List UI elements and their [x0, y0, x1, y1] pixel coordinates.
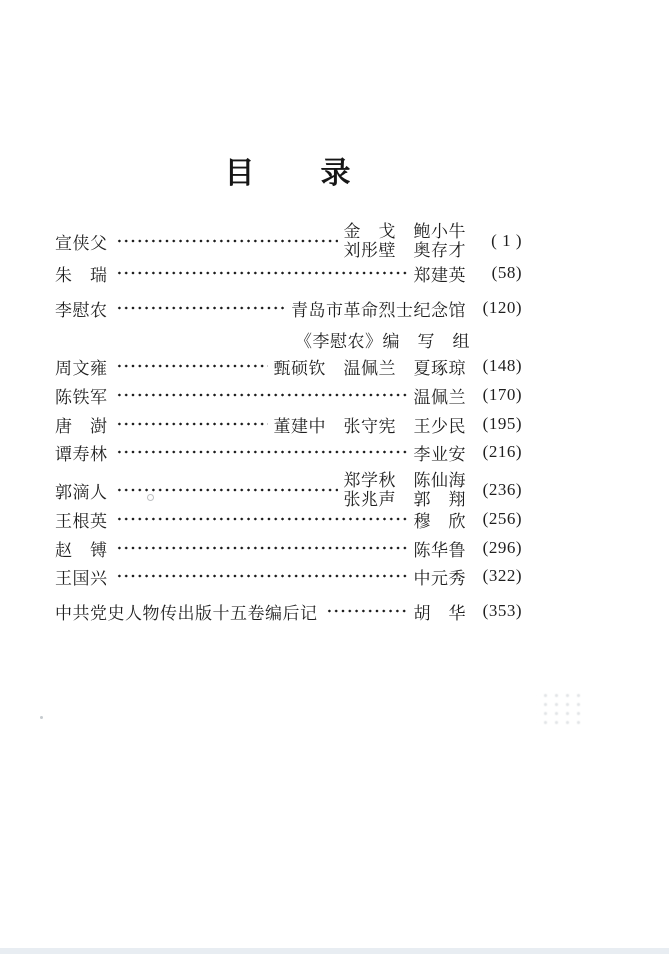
leader-dots	[116, 386, 408, 404]
entry-page-number: (353)	[482, 601, 522, 620]
entry-page-number: (256)	[482, 509, 522, 528]
entry-authors-line: 张兆声 郭 翔	[343, 490, 466, 509]
leader-dots	[116, 415, 268, 433]
scan-smudge-artifact	[536, 694, 584, 728]
leader-dots	[116, 232, 338, 250]
entry-authors-line: 刘彤壁 奥存才	[343, 241, 466, 260]
page-title: 目 录	[224, 157, 353, 190]
entry-title: 谭寿林	[55, 444, 108, 464]
entry-title: 唐 澍	[55, 416, 108, 436]
entry-authors: 温佩兰	[413, 387, 466, 407]
entry-authors: 青岛市革命烈士纪念馆	[291, 300, 466, 320]
leader-dots	[116, 539, 408, 557]
entry-page-number: (322)	[482, 566, 522, 585]
entry-page-number: (58)	[491, 263, 522, 282]
toc-entry	[55, 414, 522, 436]
toc-entry	[55, 509, 522, 531]
toc-entry	[55, 442, 522, 464]
leader-dots	[326, 602, 408, 620]
toc-entry	[55, 538, 522, 560]
leader-dots	[116, 567, 408, 585]
entry-authors-line: 郑学秋 陈仙海	[343, 471, 466, 490]
entry-title: 朱 瑞	[55, 265, 108, 285]
entry-authors	[344, 471, 467, 509]
entry-title: 陈铁军	[55, 387, 108, 407]
entry-authors: 穆 欣	[413, 511, 466, 531]
toc-entry	[55, 566, 522, 588]
leader-dots	[116, 357, 268, 375]
toc-entry	[55, 298, 522, 320]
entry-authors: 李业安	[413, 444, 466, 464]
entry-page-number: (195)	[482, 414, 522, 433]
entry-page-number: (236)	[482, 480, 522, 499]
leader-dots	[116, 510, 408, 528]
leader-dots	[116, 264, 408, 282]
entry-authors-subline: 《李慰农》编 写 组	[295, 332, 470, 351]
entry-title: 王根英	[55, 511, 108, 531]
entry-authors: 陈华鲁	[413, 540, 466, 560]
toc-entry	[55, 601, 522, 623]
entry-authors: 董建中 张守宪 王少民	[273, 416, 466, 436]
entry-authors: 郑建英	[413, 265, 466, 285]
leader-dots	[116, 299, 286, 317]
entry-page-number: (296)	[482, 538, 522, 557]
entry-authors: 中元秀	[413, 568, 466, 588]
leader-dots	[116, 443, 408, 461]
scan-dot-artifact	[40, 716, 43, 719]
scan-bottom-edge	[0, 948, 669, 954]
entry-title: 郭滴人	[55, 482, 108, 502]
entry-page-number: (170)	[482, 385, 522, 404]
entry-page-number: (120)	[482, 298, 522, 317]
toc-entry	[55, 470, 522, 510]
entry-page-number: ( 1 )	[491, 231, 522, 250]
toc-entry	[55, 263, 522, 285]
entry-title: 王国兴	[55, 568, 108, 588]
entry-title: 赵 镈	[55, 540, 108, 560]
entry-authors-line: 金 戈 鲍小牛	[343, 222, 466, 241]
entry-page-number: (148)	[482, 356, 522, 375]
entry-authors: 胡 华	[413, 603, 466, 623]
entry-title: 宣侠父	[55, 233, 108, 253]
entry-authors	[344, 222, 467, 260]
entry-page-number: (216)	[482, 442, 522, 461]
toc-entry	[55, 356, 522, 378]
entry-title: 李慰农	[55, 300, 108, 320]
entry-title: 中共党史人物传出版十五卷编后记	[55, 603, 318, 623]
scan-ring-artifact	[147, 494, 154, 501]
toc-entry	[55, 221, 522, 261]
entry-title: 周文雍	[55, 358, 108, 378]
toc-entry	[55, 385, 522, 407]
entry-authors: 甄硕钦 温佩兰 夏琢琼	[273, 358, 466, 378]
